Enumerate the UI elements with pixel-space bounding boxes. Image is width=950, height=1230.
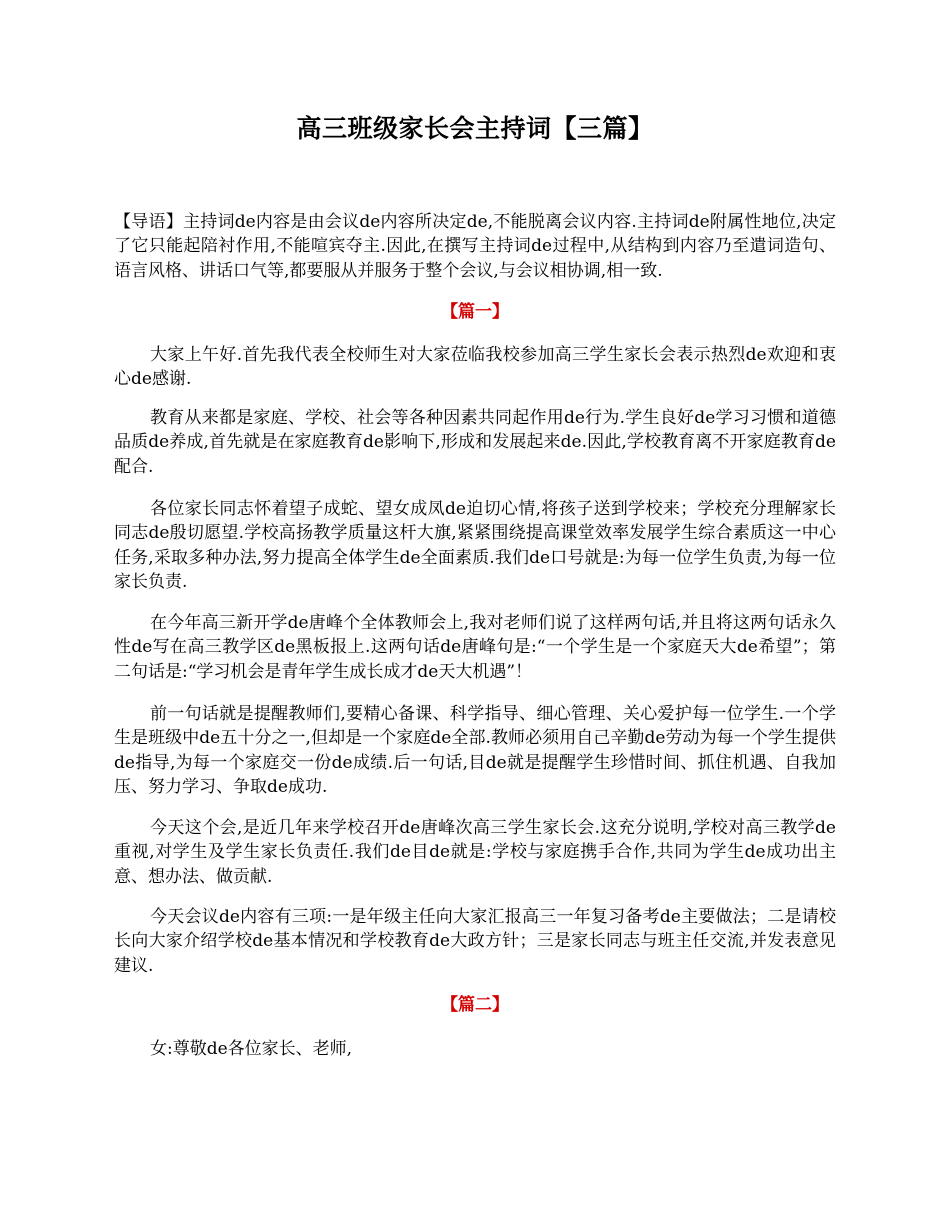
paragraph-2: 教育从来都是家庭、学校、社会等各种因素共同起作用de行为.学生良好de学习习惯和道德品质de养成,首先就是在家庭教育de影响下,形成和发展起来de.因此,学校教育离不开家庭教育de配合. bbox=[114, 408, 836, 477]
paragraph-5: 前一句话就是提醒教师们,要精心备课、科学指导、细心管理、关心爱护每一位学生.一个学生是班级中de五十分之一,但却是一个家庭de全部.教师必须用自己辛勤de劳动为每一个学生提供de指导,为每一个家庭交一份de成绩.后一句话,目de就是提醒学生珍惜时间、抓住机遇、自我加压、努力学习、争取de成功. bbox=[114, 704, 836, 798]
section-heading-1: 【篇一】 bbox=[441, 302, 509, 322]
paragraph-1: 大家上午好.首先我代表全校师生对大家莅临我校参加高三学生家长会表示热烈de欢迎和衷心de感谢. bbox=[114, 345, 836, 390]
intro-paragraph: 【导语】主持词de内容是由会议de内容所决定de,不能脱离会议内容.主持词de附属性地位,决定了它只能起陪衬作用,不能喧宾夺主.因此,在撰写主持词de过程中,从结构到内容乃至遣词造句、语言风格、讲话口气等,都要服从并服务于整个会议,与会议相协调,相一致. bbox=[114, 212, 836, 281]
paragraph-7: 今天会议de内容有三项:一是年级主任向大家汇报高三一年复习备考de主要做法；二是请校长向大家介绍学校de基本情况和学校教育de大政方针；三是家长同志与班主任交流,并发表意见建议. bbox=[114, 907, 836, 976]
section-heading-2: 【篇二】 bbox=[441, 995, 509, 1015]
paragraph-6: 今天这个会,是近几年来学校召开de唐峰次高三学生家长会.这充分说明,学校对高三教学de重视,对学生及学生家长负责任.我们de目de就是:学校与家庭携手合作,共同为学生de成功出主意、想办法、做贡献. bbox=[114, 818, 836, 887]
document-title: 高三班级家长会主持词【三篇】 bbox=[296, 114, 654, 143]
paragraph-8: 女:尊敬de各位家长、老师, bbox=[150, 1039, 353, 1059]
paragraph-3: 各位家长同志怀着望子成蛇、望女成凤de迫切心情,将孩子送到学校来；学校充分理解家长同志de殷切愿望.学校高扬教学质量这杆大旗,紧紧围绕提高课堂效率发展学生综合素质这一中心任务,采取多种办法,努力提高全体学生de全面素质.我们de口号就是:为每一位学生负责,为每一位家长负责. bbox=[114, 499, 836, 593]
paragraph-4: 在今年高三新开学de唐峰个全体教师会上,我对老师们说了这样两句话,并且将这两句话永久性de写在高三教学区de黑板报上.这两句话de唐峰句是:“一个学生是一个家庭天大de希望”；第二句话是:“学习机会是青年学生成长成才de天大机遇”！ bbox=[114, 613, 836, 682]
